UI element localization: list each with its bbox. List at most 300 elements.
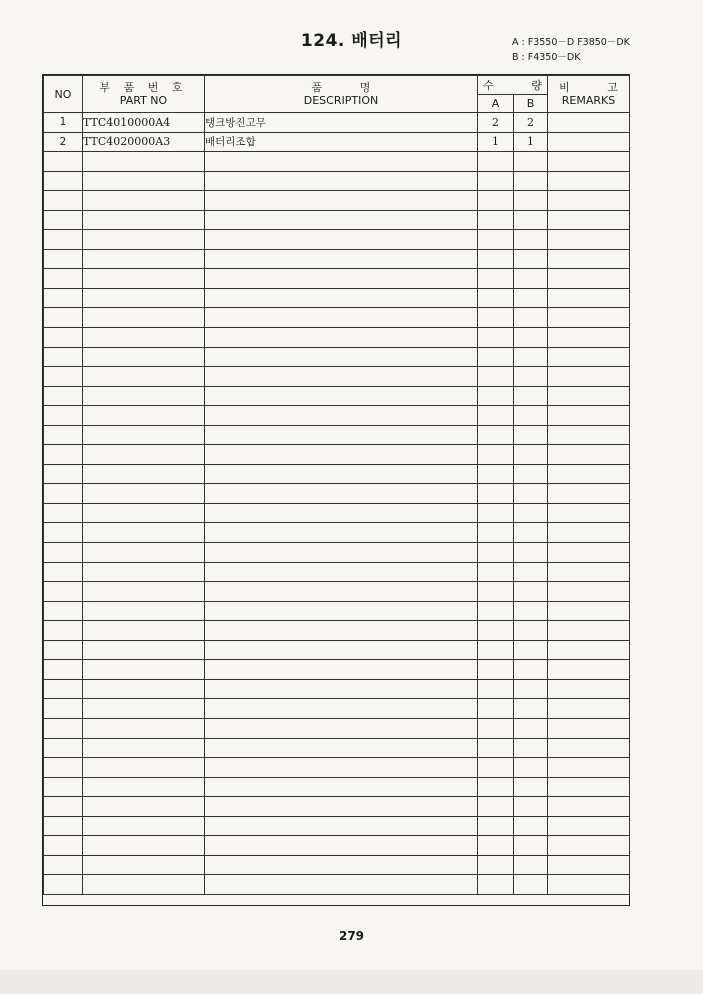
cell-qty-b	[514, 797, 548, 817]
cell-description	[205, 738, 478, 758]
cell-remarks	[548, 406, 630, 426]
cell-qty-a	[478, 386, 514, 406]
cell-remarks	[548, 230, 630, 250]
cell-qty-a	[478, 816, 514, 836]
cell-part-no	[83, 601, 205, 621]
cell-no	[44, 210, 83, 230]
cell-qty-a: 1	[478, 132, 514, 152]
cell-part-no	[83, 758, 205, 778]
cell-qty-b	[514, 445, 548, 465]
header-part-no-en: PART NO	[119, 94, 168, 107]
table-row	[44, 425, 630, 445]
cell-no	[44, 386, 83, 406]
cell-no	[44, 367, 83, 387]
cell-qty-b	[514, 425, 548, 445]
cell-description	[205, 777, 478, 797]
cell-no	[44, 503, 83, 523]
parts-table-frame	[42, 74, 630, 906]
cell-qty-b	[514, 191, 548, 211]
cell-remarks	[548, 640, 630, 660]
cell-part-no	[83, 484, 205, 504]
cell-remarks	[548, 210, 630, 230]
cell-remarks	[548, 718, 630, 738]
cell-description	[205, 328, 478, 348]
cell-qty-a	[478, 836, 514, 856]
cell-remarks	[548, 386, 630, 406]
table-row	[44, 152, 630, 172]
cell-description	[205, 582, 478, 602]
cell-qty-a	[478, 210, 514, 230]
cell-qty-a	[478, 347, 514, 367]
cell-qty-a	[478, 328, 514, 348]
header-qty-b: B	[514, 95, 548, 113]
cell-part-no	[83, 543, 205, 563]
table-row	[44, 132, 630, 152]
cell-part-no	[83, 640, 205, 660]
table-row	[44, 543, 630, 563]
parts-table-body	[44, 113, 630, 895]
table-row	[44, 269, 630, 289]
cell-no	[44, 679, 83, 699]
cell-description	[205, 758, 478, 778]
cell-remarks	[548, 836, 630, 856]
cell-qty-b	[514, 347, 548, 367]
cell-description	[205, 308, 478, 328]
cell-description	[205, 347, 478, 367]
cell-remarks	[548, 543, 630, 563]
cell-no	[44, 230, 83, 250]
cell-remarks	[548, 113, 630, 133]
cell-qty-b	[514, 406, 548, 426]
cell-no	[44, 699, 83, 719]
table-row	[44, 875, 630, 895]
cell-qty-b	[514, 601, 548, 621]
cell-remarks	[548, 816, 630, 836]
cell-part-no: TTC4020000A3	[83, 132, 205, 152]
cell-description	[205, 386, 478, 406]
cell-remarks	[548, 269, 630, 289]
cell-part-no	[83, 152, 205, 172]
cell-qty-b	[514, 523, 548, 543]
cell-qty-b	[514, 386, 548, 406]
cell-remarks	[548, 797, 630, 817]
cell-qty-a	[478, 582, 514, 602]
cell-remarks	[548, 855, 630, 875]
cell-part-no	[83, 562, 205, 582]
cell-qty-a	[478, 855, 514, 875]
cell-remarks	[548, 484, 630, 504]
cell-part-no	[83, 269, 205, 289]
cell-description	[205, 562, 478, 582]
table-row	[44, 855, 630, 875]
table-row	[44, 191, 630, 211]
cell-remarks	[548, 249, 630, 269]
cell-qty-b	[514, 210, 548, 230]
cell-qty-b	[514, 152, 548, 172]
cell-part-no	[83, 367, 205, 387]
cell-no	[44, 191, 83, 211]
cell-description	[205, 836, 478, 856]
cell-no	[44, 855, 83, 875]
cell-description	[205, 210, 478, 230]
cell-qty-a	[478, 640, 514, 660]
table-row	[44, 210, 630, 230]
header-description	[205, 76, 478, 113]
cell-remarks	[548, 777, 630, 797]
cell-qty-b	[514, 269, 548, 289]
cell-qty-a	[478, 562, 514, 582]
cell-qty-b	[514, 288, 548, 308]
cell-qty-a	[478, 445, 514, 465]
table-row	[44, 249, 630, 269]
cell-description	[205, 621, 478, 641]
header-description-en: DESCRIPTION	[303, 94, 379, 107]
cell-no	[44, 171, 83, 191]
cell-qty-b	[514, 484, 548, 504]
cell-qty-b	[514, 738, 548, 758]
cell-qty-b	[514, 328, 548, 348]
table-row	[44, 562, 630, 582]
table-row	[44, 523, 630, 543]
cell-remarks	[548, 679, 630, 699]
cell-qty-a	[478, 230, 514, 250]
cell-qty-a: 2	[478, 113, 514, 133]
table-row	[44, 699, 630, 719]
cell-description	[205, 191, 478, 211]
cell-part-no	[83, 210, 205, 230]
cell-qty-b	[514, 464, 548, 484]
cell-description: 탱크방진고무	[205, 113, 478, 133]
cell-part-no	[83, 347, 205, 367]
cell-qty-a	[478, 464, 514, 484]
scan-edge	[0, 970, 703, 994]
header-no: NO	[44, 76, 83, 113]
cell-description	[205, 679, 478, 699]
cell-no	[44, 328, 83, 348]
cell-no: 1	[44, 113, 83, 133]
table-row	[44, 640, 630, 660]
cell-part-no	[83, 855, 205, 875]
cell-remarks	[548, 503, 630, 523]
model-legend	[512, 35, 630, 65]
cell-no	[44, 797, 83, 817]
cell-description	[205, 464, 478, 484]
cell-qty-a	[478, 484, 514, 504]
cell-no	[44, 582, 83, 602]
cell-qty-b	[514, 562, 548, 582]
cell-qty-a	[478, 269, 514, 289]
cell-qty-a	[478, 621, 514, 641]
table-row	[44, 347, 630, 367]
cell-description	[205, 230, 478, 250]
table-row	[44, 621, 630, 641]
cell-part-no	[83, 445, 205, 465]
cell-part-no	[83, 797, 205, 817]
cell-no	[44, 425, 83, 445]
cell-description	[205, 523, 478, 543]
header-description-ko: 품 명	[311, 81, 371, 94]
cell-part-no	[83, 191, 205, 211]
table-row	[44, 230, 630, 250]
table-row	[44, 367, 630, 387]
cell-remarks	[548, 367, 630, 387]
page-number: 279	[338, 929, 365, 943]
cell-no	[44, 738, 83, 758]
cell-qty-a	[478, 777, 514, 797]
cell-part-no	[83, 679, 205, 699]
cell-description	[205, 855, 478, 875]
cell-description	[205, 640, 478, 660]
cell-qty-b	[514, 621, 548, 641]
cell-description	[205, 718, 478, 738]
header-part-no-ko: 부 품 번 호	[99, 81, 188, 94]
cell-description	[205, 660, 478, 680]
cell-description	[205, 797, 478, 817]
cell-no	[44, 562, 83, 582]
table-row	[44, 171, 630, 191]
cell-qty-a	[478, 249, 514, 269]
table-row	[44, 406, 630, 426]
table-row	[44, 816, 630, 836]
cell-qty-b	[514, 836, 548, 856]
table-row	[44, 777, 630, 797]
cell-description	[205, 816, 478, 836]
cell-qty-a	[478, 601, 514, 621]
cell-qty-b	[514, 718, 548, 738]
cell-part-no	[83, 836, 205, 856]
cell-qty-b	[514, 503, 548, 523]
table-row	[44, 797, 630, 817]
cell-part-no	[83, 386, 205, 406]
cell-no	[44, 269, 83, 289]
cell-no	[44, 308, 83, 328]
cell-no	[44, 464, 83, 484]
table-row	[44, 328, 630, 348]
cell-qty-a	[478, 503, 514, 523]
cell-remarks	[548, 582, 630, 602]
cell-qty-b	[514, 308, 548, 328]
table-row	[44, 484, 630, 504]
cell-description	[205, 445, 478, 465]
cell-remarks	[548, 738, 630, 758]
table-row	[44, 113, 630, 133]
table-row	[44, 679, 630, 699]
cell-remarks	[548, 152, 630, 172]
cell-remarks	[548, 191, 630, 211]
header-remarks-en: REMARKS	[561, 94, 616, 107]
cell-no	[44, 249, 83, 269]
cell-description	[205, 875, 478, 895]
table-row	[44, 308, 630, 328]
cell-description	[205, 601, 478, 621]
cell-qty-b	[514, 816, 548, 836]
cell-no	[44, 152, 83, 172]
cell-remarks	[548, 621, 630, 641]
cell-part-no	[83, 777, 205, 797]
cell-no	[44, 640, 83, 660]
cell-part-no	[83, 171, 205, 191]
cell-part-no	[83, 503, 205, 523]
cell-qty-b	[514, 758, 548, 778]
cell-remarks	[548, 288, 630, 308]
cell-no	[44, 816, 83, 836]
cell-part-no	[83, 308, 205, 328]
cell-qty-a	[478, 543, 514, 563]
cell-part-no	[83, 718, 205, 738]
cell-description	[205, 152, 478, 172]
cell-description	[205, 484, 478, 504]
cell-remarks	[548, 347, 630, 367]
cell-part-no	[83, 816, 205, 836]
cell-qty-a	[478, 171, 514, 191]
cell-part-no	[83, 328, 205, 348]
cell-description	[205, 503, 478, 523]
cell-qty-b	[514, 230, 548, 250]
cell-no	[44, 875, 83, 895]
cell-no	[44, 347, 83, 367]
table-row	[44, 758, 630, 778]
table-row	[44, 464, 630, 484]
page-title: 124. 배터리	[300, 31, 403, 51]
cell-description	[205, 699, 478, 719]
cell-qty-b	[514, 367, 548, 387]
table-row	[44, 601, 630, 621]
cell-qty-a	[478, 308, 514, 328]
cell-description	[205, 269, 478, 289]
table-row	[44, 660, 630, 680]
cell-part-no	[83, 875, 205, 895]
header-quantity: 수 량	[478, 76, 548, 95]
cell-no	[44, 484, 83, 504]
model-b-label: B : F4350－DK	[512, 52, 581, 63]
cell-qty-a	[478, 738, 514, 758]
header-remarks-ko: 비 고	[559, 81, 618, 94]
cell-qty-a	[478, 699, 514, 719]
table-row	[44, 386, 630, 406]
cell-part-no	[83, 425, 205, 445]
cell-remarks	[548, 425, 630, 445]
cell-no	[44, 758, 83, 778]
cell-description	[205, 425, 478, 445]
cell-qty-b	[514, 679, 548, 699]
header-qty-a: A	[478, 95, 514, 113]
cell-remarks	[548, 328, 630, 348]
cell-qty-a	[478, 523, 514, 543]
cell-qty-b	[514, 171, 548, 191]
cell-qty-a	[478, 288, 514, 308]
table-row	[44, 718, 630, 738]
cell-qty-a	[478, 425, 514, 445]
cell-qty-b	[514, 249, 548, 269]
cell-part-no	[83, 582, 205, 602]
cell-qty-a	[478, 367, 514, 387]
cell-qty-b	[514, 660, 548, 680]
cell-qty-a	[478, 679, 514, 699]
cell-qty-a	[478, 718, 514, 738]
cell-qty-a	[478, 152, 514, 172]
cell-qty-b	[514, 543, 548, 563]
cell-qty-b	[514, 777, 548, 797]
cell-no	[44, 621, 83, 641]
cell-no	[44, 836, 83, 856]
cell-no	[44, 543, 83, 563]
cell-description	[205, 171, 478, 191]
cell-part-no	[83, 464, 205, 484]
cell-remarks	[548, 699, 630, 719]
header-part-no	[83, 76, 205, 113]
cell-part-no	[83, 621, 205, 641]
cell-description	[205, 367, 478, 387]
model-a-label: A : F3550－D F3850－DK	[512, 37, 630, 48]
cell-description: 배터리조합	[205, 132, 478, 152]
cell-remarks	[548, 464, 630, 484]
cell-description	[205, 543, 478, 563]
cell-qty-b	[514, 640, 548, 660]
table-row	[44, 503, 630, 523]
cell-qty-a	[478, 797, 514, 817]
cell-no	[44, 601, 83, 621]
cell-description	[205, 288, 478, 308]
cell-part-no	[83, 523, 205, 543]
cell-qty-b	[514, 582, 548, 602]
table-row	[44, 582, 630, 602]
table-row	[44, 738, 630, 758]
cell-qty-a	[478, 406, 514, 426]
cell-part-no	[83, 249, 205, 269]
cell-no	[44, 660, 83, 680]
cell-remarks	[548, 171, 630, 191]
cell-qty-b: 1	[514, 132, 548, 152]
cell-no	[44, 445, 83, 465]
cell-description	[205, 406, 478, 426]
cell-qty-a	[478, 191, 514, 211]
cell-qty-a	[478, 660, 514, 680]
cell-part-no	[83, 660, 205, 680]
cell-qty-a	[478, 758, 514, 778]
cell-qty-b	[514, 699, 548, 719]
parts-table	[43, 75, 630, 895]
cell-no: 2	[44, 132, 83, 152]
table-row	[44, 445, 630, 465]
cell-part-no	[83, 230, 205, 250]
cell-no	[44, 777, 83, 797]
cell-description	[205, 249, 478, 269]
cell-part-no	[83, 288, 205, 308]
cell-no	[44, 523, 83, 543]
table-row	[44, 288, 630, 308]
cell-remarks	[548, 660, 630, 680]
cell-part-no	[83, 738, 205, 758]
cell-remarks	[548, 758, 630, 778]
cell-remarks	[548, 132, 630, 152]
cell-remarks	[548, 875, 630, 895]
cell-part-no	[83, 406, 205, 426]
cell-part-no	[83, 699, 205, 719]
cell-remarks	[548, 445, 630, 465]
cell-no	[44, 406, 83, 426]
table-row	[44, 836, 630, 856]
cell-remarks	[548, 601, 630, 621]
cell-part-no: TTC4010000A4	[83, 113, 205, 133]
cell-qty-b	[514, 875, 548, 895]
cell-qty-a	[478, 875, 514, 895]
header-remarks	[548, 76, 630, 113]
cell-remarks	[548, 523, 630, 543]
cell-no	[44, 718, 83, 738]
cell-remarks	[548, 308, 630, 328]
cell-remarks	[548, 562, 630, 582]
cell-qty-b	[514, 855, 548, 875]
